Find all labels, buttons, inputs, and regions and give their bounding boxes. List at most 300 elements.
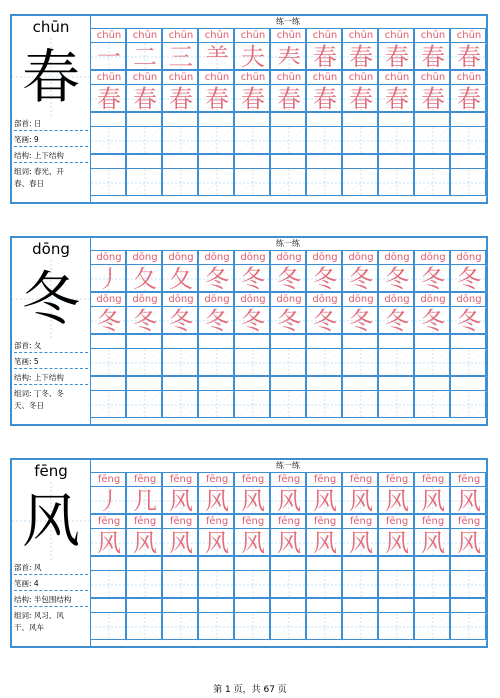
- cell-pinyin: dōng: [451, 293, 487, 307]
- blank-practice-cell[interactable]: [378, 376, 414, 418]
- blank-practice-cell[interactable]: [414, 154, 450, 196]
- blank-practice-cell[interactable]: [270, 112, 306, 154]
- tianzige-guide: [307, 127, 343, 155]
- tracing-cell: [90, 250, 126, 292]
- blank-practice-cell[interactable]: [234, 556, 270, 598]
- blank-practice-cell[interactable]: [378, 334, 414, 376]
- blank-practice-cell[interactable]: [90, 556, 126, 598]
- tianzige-box: [163, 571, 199, 599]
- blank-practice-cell[interactable]: [342, 376, 378, 418]
- tianzige-box: [307, 349, 343, 377]
- tianzige-box: [451, 127, 487, 155]
- tianzige-box: [343, 127, 379, 155]
- cell-pinyin: dōng: [379, 293, 415, 307]
- cell-pinyin-blank: [91, 155, 127, 169]
- tracing-cell: [90, 70, 126, 112]
- tracing-character: 风: [241, 529, 265, 557]
- tianzige-box: [163, 613, 199, 641]
- cell-pinyin: chūn: [343, 71, 379, 85]
- tracing-cell: [162, 472, 198, 514]
- tracing-cell: [198, 292, 234, 334]
- blank-practice-cell[interactable]: [450, 154, 486, 196]
- blank-practice-cell[interactable]: [378, 112, 414, 154]
- tracing-cell: [306, 514, 342, 556]
- tracing-cell: [414, 250, 450, 292]
- tianzige-box: [451, 169, 487, 197]
- tracing-cell: [126, 292, 162, 334]
- cell-pinyin: fēng: [163, 473, 199, 487]
- blank-practice-cell[interactable]: [270, 376, 306, 418]
- tianzige-box: [235, 307, 271, 335]
- blank-practice-cell[interactable]: [342, 334, 378, 376]
- tianzige-guide: [271, 127, 307, 155]
- tianzige-guide: [127, 169, 163, 197]
- cell-pinyin: dōng: [379, 251, 415, 265]
- tianzige-box: [235, 613, 271, 641]
- tianzige-box: [163, 169, 199, 197]
- tianzige-box: [271, 43, 307, 71]
- tracing-character: 风: [457, 529, 481, 557]
- tianzige-box: [415, 487, 451, 515]
- tianzige-box: [271, 613, 307, 641]
- cell-pinyin-blank: [271, 113, 307, 127]
- cell-pinyin: chūn: [235, 71, 271, 85]
- tracing-character: 风: [241, 487, 265, 515]
- words-line-2: 干、风车: [14, 623, 44, 632]
- blank-practice-cell[interactable]: [162, 112, 198, 154]
- tianzige-box: [163, 391, 199, 419]
- blank-practice-cell[interactable]: [126, 556, 162, 598]
- tracing-character: 风: [277, 529, 301, 557]
- blank-practice-cell[interactable]: [450, 334, 486, 376]
- cell-pinyin: chūn: [91, 71, 127, 85]
- tianzige-guide: [343, 127, 379, 155]
- tracing-cell: [414, 70, 450, 112]
- tianzige-guide: [235, 613, 271, 641]
- tracing-character: 冬: [205, 307, 229, 335]
- tracing-cell: [450, 28, 486, 70]
- blank-practice-cell[interactable]: [126, 598, 162, 640]
- cell-pinyin-blank: [235, 377, 271, 391]
- tianzige-guide: [415, 127, 451, 155]
- tianzige-box: [235, 487, 271, 515]
- blank-practice-cell[interactable]: [162, 376, 198, 418]
- blank-practice-cell[interactable]: [450, 112, 486, 154]
- blank-practice-cell[interactable]: [414, 112, 450, 154]
- blank-practice-cell[interactable]: [450, 376, 486, 418]
- cell-pinyin-blank: [163, 599, 199, 613]
- tianzige-box: [415, 307, 451, 335]
- tianzige-guide: [451, 391, 487, 419]
- tianzige-guide: [127, 391, 163, 419]
- tianzige-box: [163, 529, 199, 557]
- practice-grid: [90, 460, 486, 646]
- cell-pinyin-blank: [127, 557, 163, 571]
- structure-value: 半包围结构: [33, 595, 72, 604]
- cell-pinyin: chūn: [199, 29, 235, 43]
- cell-pinyin-blank: [235, 557, 271, 571]
- tracing-character: 冬: [385, 265, 409, 293]
- blank-practice-cell[interactable]: [306, 334, 342, 376]
- blank-practice-cell[interactable]: [90, 598, 126, 640]
- cell-pinyin-blank: [307, 599, 343, 613]
- blank-practice-cell[interactable]: [378, 556, 414, 598]
- cell-pinyin-blank: [415, 113, 451, 127]
- tracing-character: 冬: [457, 307, 481, 335]
- tianzige-box: [127, 571, 163, 599]
- tianzige-box: [199, 349, 235, 377]
- tianzige-guide: [307, 571, 343, 599]
- tianzige-box: [235, 349, 271, 377]
- cell-pinyin-blank: [307, 557, 343, 571]
- cell-pinyin: chūn: [127, 29, 163, 43]
- cell-pinyin: chūn: [307, 29, 343, 43]
- tracing-character: 冬: [421, 265, 445, 293]
- cell-pinyin: fēng: [379, 473, 415, 487]
- radical-value: 风: [33, 563, 42, 572]
- tianzige-box: [91, 85, 127, 113]
- tracing-character: 二: [133, 43, 157, 71]
- tianzige-box: [415, 265, 451, 293]
- blank-practice-cell[interactable]: [234, 598, 270, 640]
- blank-practice-cell[interactable]: [414, 598, 450, 640]
- tianzige-guide: [343, 349, 379, 377]
- cell-pinyin-blank: [415, 377, 451, 391]
- tianzige-box: [163, 43, 199, 71]
- blank-practice-cell[interactable]: [90, 112, 126, 154]
- cell-pinyin: fēng: [127, 473, 163, 487]
- tianzige-box: [451, 529, 487, 557]
- tracing-cell: [270, 292, 306, 334]
- blank-practice-cell[interactable]: [342, 556, 378, 598]
- cell-pinyin: fēng: [199, 473, 235, 487]
- cell-pinyin-blank: [163, 557, 199, 571]
- tianzige-box: [235, 391, 271, 419]
- blank-practice-cell[interactable]: [90, 154, 126, 196]
- blank-practice-cell[interactable]: [342, 154, 378, 196]
- tianzige-guide: [451, 127, 487, 155]
- blank-practice-cell[interactable]: [162, 556, 198, 598]
- tianzige-box: [91, 487, 127, 515]
- tianzige-box: [199, 391, 235, 419]
- blank-practice-cell[interactable]: [162, 334, 198, 376]
- blank-practice-cell[interactable]: [342, 112, 378, 154]
- blank-practice-cell[interactable]: [450, 556, 486, 598]
- character-card: [10, 458, 488, 648]
- tracing-cell: [234, 292, 270, 334]
- blank-practice-cell[interactable]: [270, 556, 306, 598]
- blank-practice-cell[interactable]: [234, 112, 270, 154]
- blank-practice-cell[interactable]: [198, 154, 234, 196]
- tracing-cell: [414, 28, 450, 70]
- tracing-cell: [234, 472, 270, 514]
- tracing-character: 冬: [241, 265, 265, 293]
- blank-practice-cell[interactable]: [378, 598, 414, 640]
- blank-practice-cell[interactable]: [306, 154, 342, 196]
- cell-pinyin-blank: [199, 335, 235, 349]
- tianzige-box: [271, 571, 307, 599]
- tracing-cell: [198, 70, 234, 112]
- blank-practice-cell[interactable]: [126, 154, 162, 196]
- blank-practice-cell[interactable]: [414, 334, 450, 376]
- tracing-character: 春: [421, 43, 445, 71]
- blank-practice-cell[interactable]: [450, 598, 486, 640]
- tracing-character: 夂: [133, 265, 157, 293]
- tracing-cell: [414, 292, 450, 334]
- tracing-character: 春: [385, 85, 409, 113]
- tianzige-guide: [91, 613, 127, 641]
- cell-pinyin: dōng: [91, 293, 127, 307]
- tianzige-box: [415, 613, 451, 641]
- blank-practice-cell[interactable]: [414, 556, 450, 598]
- page-footer: 第 1 页，共 67 页: [213, 685, 287, 695]
- tianzige-box: [235, 529, 271, 557]
- tracing-character: 冬: [97, 307, 121, 335]
- tianzige-box: [271, 529, 307, 557]
- cell-pinyin-blank: [91, 599, 127, 613]
- tianzige-guide: [199, 391, 235, 419]
- blank-practice-cell[interactable]: [270, 334, 306, 376]
- tracing-character: 风: [169, 487, 193, 515]
- tracing-cell: [234, 514, 270, 556]
- cell-pinyin: dōng: [235, 293, 271, 307]
- cell-pinyin-blank: [199, 599, 235, 613]
- tianzige-box: [343, 265, 379, 293]
- blank-practice-cell[interactable]: [306, 556, 342, 598]
- cell-pinyin: chūn: [451, 29, 487, 43]
- tianzige-guide: [415, 169, 451, 197]
- tianzige-box: [379, 529, 415, 557]
- tianzige-box: [307, 613, 343, 641]
- tianzige-box: [343, 487, 379, 515]
- tianzige-box: [451, 487, 487, 515]
- cell-pinyin: dōng: [127, 293, 163, 307]
- cell-pinyin: dōng: [271, 293, 307, 307]
- tianzige-box: [343, 529, 379, 557]
- tracing-cell: [234, 250, 270, 292]
- cell-pinyin-blank: [415, 599, 451, 613]
- tianzige-box: [127, 487, 163, 515]
- tracing-cell: [270, 70, 306, 112]
- character-info-panel: [12, 460, 91, 646]
- tianzige-box: [271, 169, 307, 197]
- tianzige-box: [307, 127, 343, 155]
- blank-practice-cell[interactable]: [270, 154, 306, 196]
- cell-pinyin-blank: [451, 599, 487, 613]
- tracing-cell: [270, 250, 306, 292]
- cell-pinyin: chūn: [91, 29, 127, 43]
- blank-practice-cell[interactable]: [234, 334, 270, 376]
- blank-practice-cell[interactable]: [198, 556, 234, 598]
- blank-practice-cell[interactable]: [342, 598, 378, 640]
- blank-practice-cell[interactable]: [162, 154, 198, 196]
- tracing-character: 几: [133, 487, 157, 515]
- tianzige-guide: [307, 169, 343, 197]
- cell-pinyin: dōng: [307, 293, 343, 307]
- practice-grid: [90, 16, 486, 202]
- cell-pinyin: dōng: [271, 251, 307, 265]
- strokes-row: 笔画: 5: [14, 356, 88, 369]
- tracing-character: 风: [277, 487, 301, 515]
- tracing-character: 风: [133, 529, 157, 557]
- cell-pinyin-blank: [163, 113, 199, 127]
- tracing-character: 风: [349, 529, 373, 557]
- blank-practice-cell[interactable]: [198, 598, 234, 640]
- tracing-character: 风: [313, 487, 337, 515]
- tracing-character: 风: [385, 529, 409, 557]
- cell-pinyin: fēng: [343, 473, 379, 487]
- tianzige-box: [199, 529, 235, 557]
- tianzige-box: [415, 349, 451, 377]
- cell-pinyin-blank: [379, 113, 415, 127]
- tianzige-box: [199, 571, 235, 599]
- tracing-character: 春: [313, 43, 337, 71]
- tianzige-box: [127, 391, 163, 419]
- structure-row: 结构: 上下结构: [14, 372, 88, 385]
- blank-practice-cell[interactable]: [306, 598, 342, 640]
- cell-pinyin-blank: [271, 557, 307, 571]
- tianzige-box: [379, 85, 415, 113]
- words-row: 组词: 春光、开 春、春日: [14, 167, 64, 188]
- blank-practice-cell[interactable]: [414, 376, 450, 418]
- blank-practice-cell[interactable]: [126, 112, 162, 154]
- cell-pinyin: dōng: [451, 251, 487, 265]
- blank-practice-cell[interactable]: [126, 334, 162, 376]
- tianzige-box: [235, 43, 271, 71]
- tianzige-box: [235, 571, 271, 599]
- tracing-character: 冬: [169, 307, 193, 335]
- cell-pinyin: chūn: [307, 71, 343, 85]
- tianzige-box: [307, 571, 343, 599]
- blank-practice-cell[interactable]: [90, 376, 126, 418]
- tianzige-box: [163, 349, 199, 377]
- character-card: [10, 236, 488, 426]
- blank-practice-cell[interactable]: [198, 112, 234, 154]
- radical-row: 部首: 日: [14, 118, 88, 131]
- tianzige-box: [271, 487, 307, 515]
- tianzige-guide: [163, 169, 199, 197]
- tianzige-guide: [307, 349, 343, 377]
- cell-pinyin: dōng: [235, 251, 271, 265]
- tracing-cell: [90, 292, 126, 334]
- cell-pinyin: chūn: [415, 29, 451, 43]
- cell-pinyin: dōng: [415, 251, 451, 265]
- tianzige-guide: [271, 571, 307, 599]
- blank-practice-cell[interactable]: [306, 376, 342, 418]
- tianzige-box: [415, 127, 451, 155]
- cell-pinyin: fēng: [271, 515, 307, 529]
- tianzige-box: [271, 349, 307, 377]
- tianzige-box: [271, 307, 307, 335]
- tianzige-box: [127, 169, 163, 197]
- tracing-cell: [450, 514, 486, 556]
- radical-value: 夂: [33, 341, 42, 350]
- tianzige-box: [271, 391, 307, 419]
- tracing-cell: [342, 250, 378, 292]
- tianzige-box: [271, 265, 307, 293]
- blank-practice-cell[interactable]: [198, 376, 234, 418]
- tracing-cell: [126, 28, 162, 70]
- tianzige-guide: [127, 127, 163, 155]
- tianzige-box: [199, 43, 235, 71]
- tianzige-box: [307, 265, 343, 293]
- cell-pinyin: dōng: [199, 293, 235, 307]
- tracing-character: 冬: [421, 307, 445, 335]
- main-pinyin: fēng: [34, 462, 68, 480]
- blank-practice-cell[interactable]: [162, 598, 198, 640]
- tracing-character: 夂: [169, 265, 193, 293]
- blank-practice-cell[interactable]: [270, 598, 306, 640]
- tianzige-box: [127, 613, 163, 641]
- tianzige-guide: [379, 169, 415, 197]
- tianzige-guide: [271, 613, 307, 641]
- words-row: 组词: 丁冬、冬 天、冬日: [14, 389, 64, 410]
- tianzige-box: [415, 391, 451, 419]
- cell-pinyin-blank: [271, 155, 307, 169]
- tianzige-guide: [379, 391, 415, 419]
- cell-pinyin-blank: [127, 599, 163, 613]
- tracing-character: 夫: [241, 43, 265, 71]
- tracing-character: 春: [421, 85, 445, 113]
- tianzige-guide: [235, 571, 271, 599]
- cell-pinyin: chūn: [127, 71, 163, 85]
- cell-pinyin: fēng: [91, 515, 127, 529]
- tianzige-box: [91, 613, 127, 641]
- cell-pinyin: fēng: [235, 515, 271, 529]
- words-line-1: 春光、开: [33, 167, 64, 176]
- blank-practice-cell[interactable]: [126, 376, 162, 418]
- cell-pinyin-blank: [307, 377, 343, 391]
- tianzige-guide: [271, 169, 307, 197]
- cell-pinyin-blank: [307, 155, 343, 169]
- cell-pinyin-blank: [379, 557, 415, 571]
- blank-practice-cell[interactable]: [306, 112, 342, 154]
- tianzige-box: [163, 307, 199, 335]
- cell-pinyin: dōng: [163, 251, 199, 265]
- tianzige-box: [91, 529, 127, 557]
- tianzige-box: [415, 169, 451, 197]
- tianzige-guide: [163, 127, 199, 155]
- cell-pinyin-blank: [379, 377, 415, 391]
- blank-practice-cell[interactable]: [234, 154, 270, 196]
- cell-pinyin-blank: [127, 155, 163, 169]
- main-character: 春: [12, 38, 90, 116]
- tracing-character: 春: [97, 85, 121, 113]
- blank-practice-cell[interactable]: [198, 334, 234, 376]
- tracing-character: 冬: [277, 307, 301, 335]
- tianzige-box: [451, 265, 487, 293]
- cell-pinyin-blank: [199, 113, 235, 127]
- cell-pinyin: fēng: [415, 515, 451, 529]
- tianzige-box: [199, 487, 235, 515]
- cell-pinyin-blank: [235, 113, 271, 127]
- tracing-character: 风: [97, 529, 121, 557]
- cell-pinyin: fēng: [307, 473, 343, 487]
- cell-pinyin-blank: [235, 335, 271, 349]
- tianzige-guide: [91, 169, 127, 197]
- blank-practice-cell[interactable]: [234, 376, 270, 418]
- tianzige-guide: [343, 571, 379, 599]
- tianzige-guide: [379, 127, 415, 155]
- tianzige-box: [271, 127, 307, 155]
- cell-pinyin-blank: [343, 599, 379, 613]
- tracing-cell: [270, 28, 306, 70]
- blank-practice-cell[interactable]: [378, 154, 414, 196]
- tianzige-guide: [235, 391, 271, 419]
- strokes-value: 9: [33, 135, 39, 144]
- tianzige-box: [379, 127, 415, 155]
- blank-practice-cell[interactable]: [90, 334, 126, 376]
